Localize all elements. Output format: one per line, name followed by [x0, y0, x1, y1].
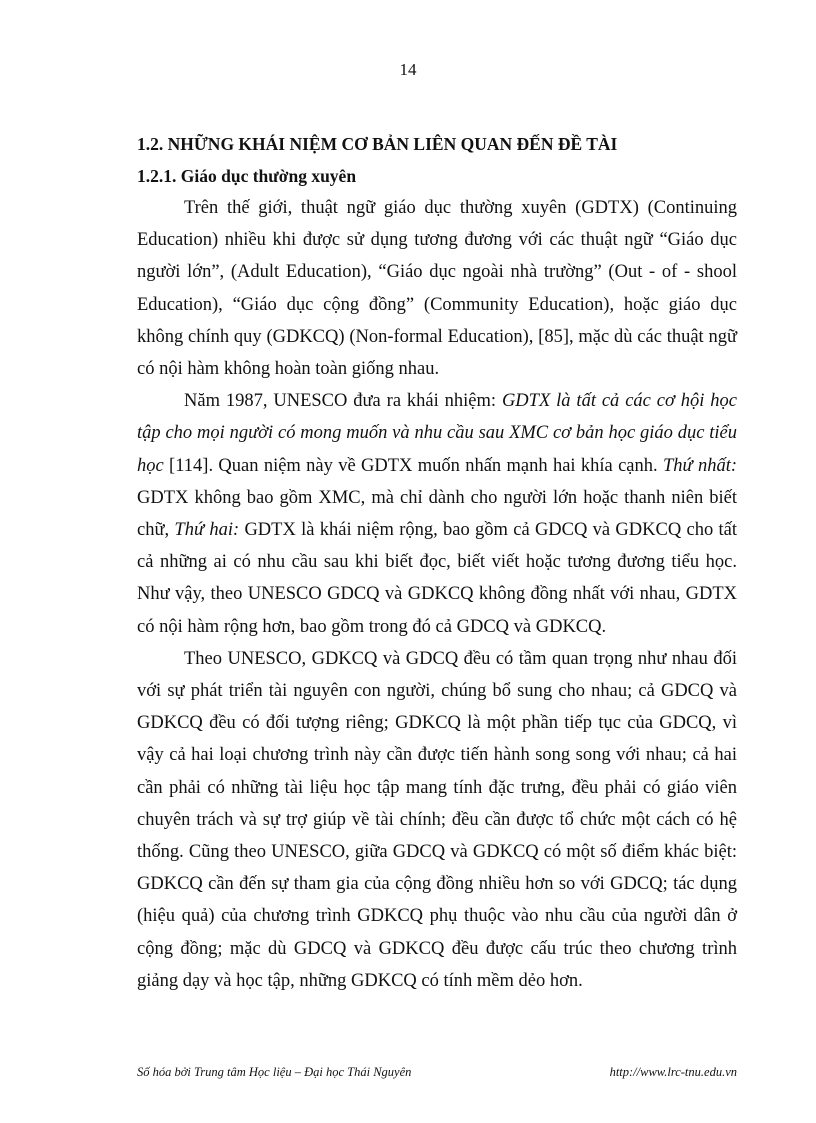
- definition-text: GDTX là tất cả các cơ hội học tập cho mọi người có mong muốn và nhu cầu sau XMC cơ bản học giáo dục tiểu học: [137, 391, 737, 476]
- footer-url: http://www.lrc-tnu.edu.vn: [609, 1065, 737, 1079]
- subsection-heading: 1.2.1. Giáo dục thường xuyên: [137, 166, 357, 186]
- page-number: 14: [399, 60, 417, 79]
- document-body: [137, 128, 737, 997]
- paragraph-unesco-definition: [137, 385, 737, 643]
- first-aspect-text: GDTX không bao gồm XMC, mà chỉ dành cho người lớn hoặc thanh niên biết chữ,: [137, 487, 737, 541]
- second-aspect-label: Thứ hai:: [174, 520, 240, 541]
- paragraph-terminology: Trên thế giới, thuật ngữ giáo dục thường xuyên (GDTX) (Continuing Education) nhiều khi được sử dụng tương đương với các thuật ngữ “Giáo dục người lớn”, (Adult Education), “Giáo dục ngoài nhà trường” (Out - of - shool Education), “Giáo dục cộng đồng” (Community Education), hoặc giáo dục không chính quy (GDKCQ) (Non-formal Education), [85], mặc dù các thuật ngữ có nội hàm không hoàn toàn giống nhau.: [137, 198, 737, 380]
- section-heading: 1.2. NHỮNG KHÁI NIỆM CƠ BẢN LIÊN QUAN ĐẾN ĐỀ TÀI: [137, 134, 618, 154]
- footer-attribution: Số hóa bởi Trung tâm Học liệu – Đại học Thái Nguyên: [137, 1065, 412, 1079]
- page-footer: [137, 1065, 737, 1080]
- second-aspect-text: GDTX là khái niệm rộng, bao gồm cả GDCQ và GDKCQ cho tất cả những ai có nhu cầu sau khi biết đọc, biết viết hoặc tương đương tiểu học. Như vậy, theo UNESCO GDCQ và GDKCQ không đồng nhất với nhau, GDTX có nội hàm rộng hơn, bao gồm trong đó cả GDCQ và GDKCQ.: [137, 520, 737, 637]
- paragraph-comparison: Theo UNESCO, GDKCQ và GDCQ đều có tầm quan trọng như nhau đối với sự phát triển tài nguyên con người, chúng bổ sung cho nhau; cả GDCQ và GDKCQ đều có đối tượng riêng; GDKCQ là một phần tiếp tục của GDCQ, vì vậy cả hai loại chương trình này cần được tiến hành song song với nhau; cả hai cần phải có những tài liệu học tập mang tính đặc trưng, đều phải có giáo viên chuyên trách và sự trợ giúp về tài chính; đều cần được tổ chức một cách có hệ thống. Cũng theo UNESCO, giữa GDCQ và GDKCQ có một số điểm khác biệt: GDKCQ cần đến sự tham gia của cộng đồng nhiều hơn so với GDCQ; tác dụng (hiệu quả) của chương trình GDKCQ phụ thuộc vào nhu cầu của người dân ở cộng đồng; mặc dù GDCQ và GDKCQ đều được cấu trúc theo chương trình giảng dạy và học tập, những GDKCQ có tính mềm dẻo hơn.: [137, 648, 737, 991]
- first-aspect-label: Thứ nhất:: [662, 455, 738, 476]
- definition-after: [114]. Quan niệm này về GDTX muốn nhấn mạnh hai khía cạnh.: [163, 455, 663, 476]
- definition-lead: Năm 1987, UNESCO đưa ra khái nhiệm:: [184, 391, 502, 412]
